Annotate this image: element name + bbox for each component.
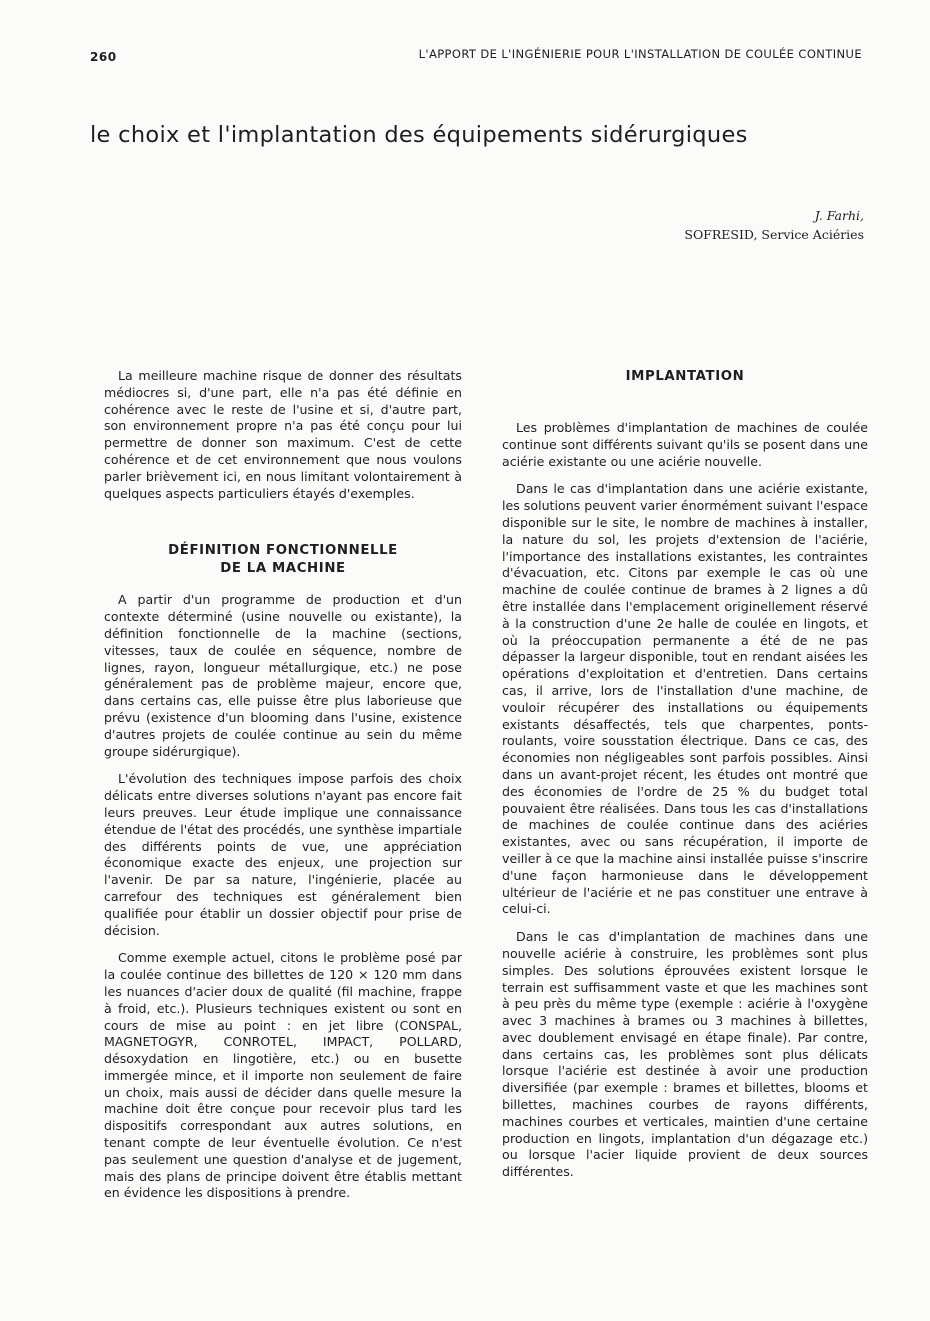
body-paragraph: Comme exemple actuel, citons le problème posé par la coulée continue des billettes de 120 × 120 mm dans les nuances d'acier doux de qualité (fil machine, frappe à froid, etc.). Plusieurs techniques existent ou sont en cours de mise au point : en jet libre (CONSPAL, MAGNETOGYR, CONROTEL, IMPACT, POLLARD, désoxydation en lingotière, etc.) ou en busette immergée mince, et il importe non seulement de faire un choix, mais aussi de décider dans quelle mesure la machine doit être conçue pour recevoir plus tard les dispositifs correspondant aux autres solutions, en tenant compte de leur éventuelle évolution. Ce n'est pas seulement une question d'analyse et de jugement, mais des plans de principe doivent être établis mettant en évidence les dispositions à prendre.: [104, 950, 462, 1201]
body-paragraph: A partir d'un programme de production et d'un contexte déterminé (usine nouvelle ou existante), la définition fonctionnelle de la machine (sections, vitesses, taux de coulée en séquence, nombre de lignes, rayon, longueur métallurgique, etc.) ne pose généralement pas de problème majeur, encore que, dans certains cas, elle puisse être plus laborieuse que prévu (existence d'un blooming dans l'usine, existence d'autres projets de coulée continue au sein du même groupe sidérurgique).: [104, 592, 462, 759]
running-header: L'APPORT DE L'INGÉNIERIE POUR L'INSTALLATION DE COULÉE CONTINUE: [418, 47, 862, 61]
section-heading-definition: [104, 542, 462, 578]
author-block: [684, 206, 864, 244]
body-paragraph: Dans le cas d'implantation de machines dans une nouvelle aciérie à construire, les problèmes sont plus simples. Des solutions éprouvées existent lorsque le terrain est suffisamment vaste et que les machines sont à peu près du même type (exemple : aciérie à l'oxygène avec 3 machines à brames ou 3 machines à billettes, avec doublement envisagé en étape finale). Par contre, dans certains cas, les problèmes sont plus délicats lorsque l'aciérie est destinée à avoir une production diversifiée (par exemple : brames et billettes, blooms et billettes, machines courbes de rayons différents, machines courbes et verticales, maintien d'une certaine production en lingots, implantation d'un dégazage etc.) ou lorsque l'acier liquide provient de deux sources différentes.: [502, 929, 868, 1180]
right-column: [502, 368, 868, 1192]
section-heading-line: DÉFINITION FONCTIONNELLE: [168, 543, 398, 559]
intro-paragraph: La meilleure machine risque de donner des résultats médiocres si, d'une part, elle n'a pas été définie en cohérence avec le reste de l'usine et si, d'autre part, son environnement propre n'a pas été conçu pour lui permettre de donner son maximum. C'est de cette cohérence et de cet environnement que nous voulons parler brièvement ici, en nous limitant volontairement à quelques aspects particuliers étayés d'exemples.: [104, 368, 462, 501]
section-heading-line: DE LA MACHINE: [220, 561, 346, 577]
body-paragraph: L'évolution des techniques impose parfois des choix délicats entre diverses solutions n'ayant pas encore fait leurs preuves. Leur étude implique une connaissance étendue de l'état des procédés, une synthèse impartiale des différents points de vue, une appréciation économique exacte des enjeux, une projection sur l'avenir. De par sa nature, l'ingénierie, placée au carrefour des techniques est généralement bien qualifiée pour établir un dossier objectif pour prise de décision.: [104, 771, 462, 938]
article-title: le choix et l'implantation des équipements sidérurgiques: [90, 122, 748, 148]
author-name: J. Farhi,: [814, 208, 864, 223]
page-number: 260: [90, 50, 117, 64]
body-paragraph: Les problèmes d'implantation de machines de coulée continue sont différents suivant qu'ils se posent dans une aciérie existante ou une aciérie nouvelle.: [502, 420, 868, 469]
section-heading-implantation: IMPLANTATION: [625, 369, 745, 384]
body-paragraph: Dans le cas d'implantation dans une aciérie existante, les solutions peuvent varier énormément suivant l'espace disponible sur le site, le nombre de machines à installer, la nature du sol, les projets d'extension de l'aciérie, l'importance des installations existantes, les contraintes d'évacuation, etc. Citons par exemple le cas où une machine de coulée continue de brames à 2 lignes a dû être installée dans l'emplacement originellement réservé à la construction d'une 2e halle de coulée en lingots, et où la préoccupation permanente a été de ne pas dépasser la largeur disponible, tout en rendant aisées les opérations d'exploitation et d'entretien. Dans certains cas, il arrive, lors de l'installation d'une machine, de vouloir récupérer des installations ou équipements existants désaffectés, tels que charpentes, ponts-roulants, voire sousstation électrique. Dans ce cas, des économies non négligeables sont parfois possibles. Ainsi dans un avant-projet récent, les études ont montré que des économies de l'ordre de 25 % du budget total pouvaient être réalisées. Dans tous les cas d'installations de machines de coulée continue dans des aciéries existantes, avec ou sans récupération, il importe de veiller à ce que la machine ainsi installée puisse s'inscrire d'une façon harmonieuse dans le développement ultérieur de l'aciérie et ne pas constituer une entrave à celui-ci.: [502, 481, 869, 917]
author-affiliation: SOFRESID, Service Aciéries: [684, 227, 864, 242]
left-column: [104, 368, 462, 1213]
